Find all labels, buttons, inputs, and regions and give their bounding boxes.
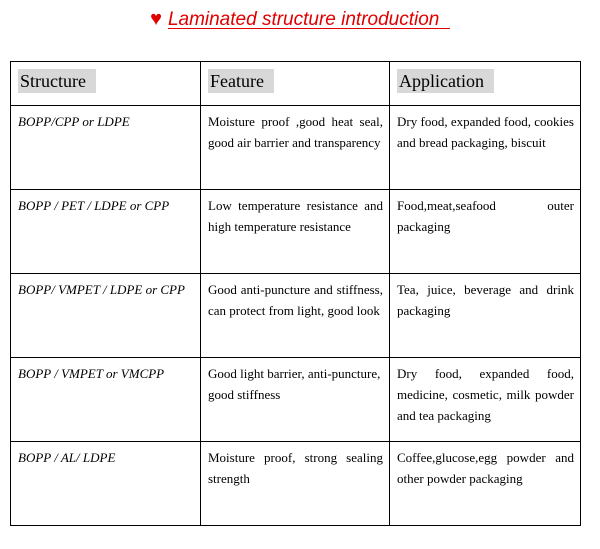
structure-cell: BOPP / PET / LDPE or CPP	[11, 190, 201, 274]
feature-cell: Moisture proof ,good heat seal, good air barrier and transparency	[201, 106, 390, 190]
header-cell-application	[390, 62, 581, 106]
feature-cell: Low temperature resistance and high temperature resistance	[201, 190, 390, 274]
header-feature: Feature	[208, 69, 274, 93]
application-cell: Food,meat,seafood outer packaging	[390, 190, 581, 274]
header-cell-structure	[11, 62, 201, 106]
heart-icon: ♥	[150, 8, 162, 30]
feature-cell: Good anti-puncture and stiffness, can protect from light, good look	[201, 274, 390, 358]
header-cell-feature	[201, 62, 390, 106]
feature-cell: Good light barrier, anti-puncture, good stiffness	[201, 358, 390, 442]
table-row	[11, 442, 581, 526]
table-header-row	[11, 62, 581, 106]
table-row	[11, 190, 581, 274]
table-row	[11, 358, 581, 442]
structure-cell: BOPP / AL/ LDPE	[11, 442, 201, 526]
header-application: Application	[397, 69, 494, 93]
title-text: Laminated structure introduction	[167, 9, 440, 30]
structure-cell: BOPP/ VMPET / LDPE or CPP	[11, 274, 201, 358]
page-title	[0, 8, 600, 31]
header-structure: Structure	[18, 69, 96, 93]
table-row	[11, 106, 581, 190]
laminated-structure-table	[10, 61, 581, 526]
feature-cell: Moisture proof, strong sealing strength	[201, 442, 390, 526]
application-cell: Dry food, expanded food, cookies and bread packaging, biscuit	[390, 106, 581, 190]
structure-cell: BOPP / VMPET or VMCPP	[11, 358, 201, 442]
application-cell: Dry food, expanded food, medicine, cosmetic, milk powder and tea packaging	[390, 358, 581, 442]
table-row	[11, 274, 581, 358]
application-cell: Coffee,glucose,egg powder and other powder packaging	[390, 442, 581, 526]
structure-cell: BOPP/CPP or LDPE	[11, 106, 201, 190]
application-cell: Tea, juice, beverage and drink packaging	[390, 274, 581, 358]
